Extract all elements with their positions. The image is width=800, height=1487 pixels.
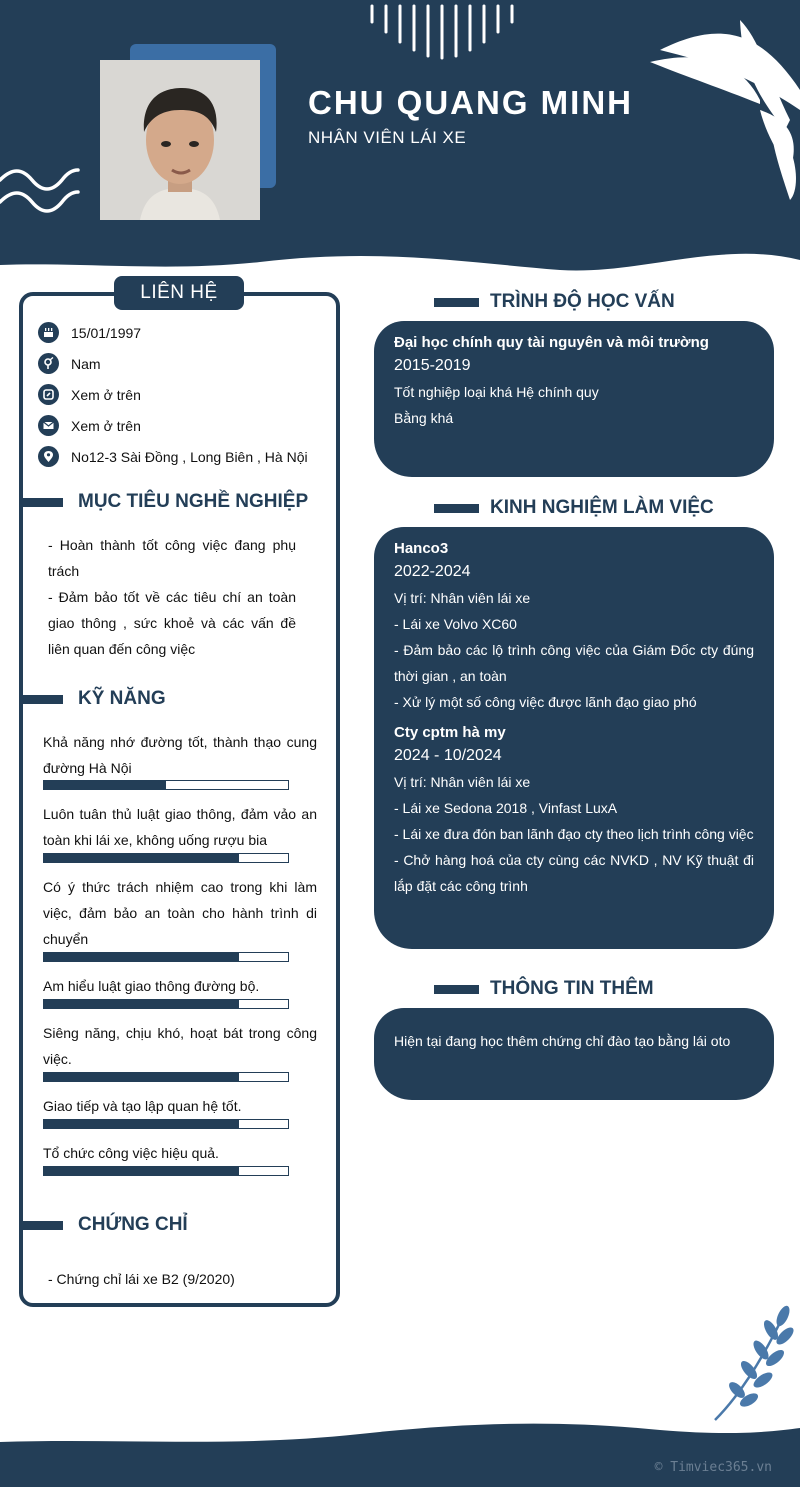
person-photo-icon bbox=[100, 60, 260, 220]
job-detail: - Chở hàng hoá của cty cùng các NVKD , NV Kỹ thuật đi lắp đặt các công trình bbox=[394, 852, 754, 894]
objective-line: - Hoàn thành tốt công việc đang phụ trách bbox=[48, 537, 296, 579]
heading-bar bbox=[21, 1221, 63, 1230]
education-period: 2015-2019 bbox=[394, 357, 471, 374]
job-detail: - Lái xe Sedona 2018 , Vinfast LuxA bbox=[394, 800, 618, 816]
job-detail: - Đảm bảo các lộ trình công việc của Giám Đốc cty đúng thời gian , an toàn bbox=[394, 642, 754, 684]
heading-bar bbox=[21, 498, 63, 507]
experience-heading-text: KINH NGHIỆM LÀM VIỆC bbox=[490, 497, 714, 518]
skill-level-bar bbox=[43, 1119, 289, 1129]
education-detail: Bằng khá bbox=[394, 410, 454, 426]
skills-heading-text: KỸ NĂNG bbox=[78, 688, 166, 709]
education-panel bbox=[374, 321, 774, 477]
skill-level-fill bbox=[44, 1000, 239, 1008]
more-info-text: Hiện tại đang học thêm chứng chỉ đào tạo bằng lái oto bbox=[394, 1033, 731, 1049]
certificates-heading bbox=[21, 1214, 188, 1236]
skill-level-bar bbox=[43, 780, 289, 790]
skill-item: Khả năng nhớ đường tốt, thành thạo cung đường Hà Nội bbox=[43, 734, 317, 776]
objective-heading-text: MỤC TIÊU NGHỀ NGHIỆP bbox=[78, 491, 309, 512]
contact-address bbox=[38, 446, 308, 467]
profile-photo bbox=[100, 60, 260, 220]
job-title: NHÂN VIÊN LÁI XE bbox=[308, 128, 467, 147]
skill-level-bar bbox=[43, 999, 289, 1009]
skill-level-fill bbox=[44, 1167, 239, 1175]
skill-item: Luôn tuân thủ luật giao thông, đảm vảo an toàn khi lái xe, không uống rượu bia bbox=[43, 806, 317, 848]
company-name: Cty cptm hà my bbox=[394, 724, 506, 741]
skill-level-bar bbox=[43, 1072, 289, 1082]
skill-level-bar bbox=[43, 1166, 289, 1176]
candidate-name: CHU QUANG MINH bbox=[308, 84, 633, 121]
contact-email bbox=[38, 415, 141, 436]
certificates-heading-text: CHỨNG CHỈ bbox=[78, 1214, 188, 1235]
mail-icon bbox=[38, 415, 59, 436]
objective-line: - Đảm bảo tốt về các tiêu chí an toàn giao thông , sức khoẻ và các vấn đề liên quan đến công việc bbox=[48, 589, 296, 657]
job-detail: - Lái xe đưa đón ban lãnh đạo cty theo lịch trình công việc bbox=[394, 826, 754, 842]
contact-gender-text: Nam bbox=[71, 355, 101, 372]
job-detail: - Lái xe Volvo XC60 bbox=[394, 616, 517, 632]
heading-bar bbox=[21, 695, 63, 704]
experience-heading bbox=[434, 497, 714, 519]
skill-item: Am hiểu luật giao thông đường bộ. bbox=[43, 978, 260, 994]
skill-level-fill bbox=[44, 781, 166, 789]
heading-bar bbox=[434, 504, 479, 513]
gender-icon bbox=[38, 353, 59, 374]
job-period: 2024 - 10/2024 bbox=[394, 747, 502, 764]
more-info-heading-text: THÔNG TIN THÊM bbox=[490, 978, 654, 999]
phone-icon bbox=[38, 384, 59, 405]
contact-phone-text: Xem ở trên bbox=[71, 386, 141, 403]
objective-text bbox=[48, 532, 296, 662]
skill-level-fill bbox=[44, 854, 239, 862]
education-heading bbox=[434, 291, 675, 313]
watermark: © Timviec365.vn bbox=[654, 1460, 772, 1475]
more-info-panel bbox=[374, 1008, 774, 1100]
more-info-heading bbox=[434, 978, 654, 1000]
skills-heading bbox=[21, 688, 166, 710]
experience-panel bbox=[374, 527, 774, 949]
skill-item: Siêng năng, chịu khó, hoạt bát trong công việc. bbox=[43, 1025, 317, 1067]
skill-level-bar bbox=[43, 952, 289, 962]
job-detail: Vị trí: Nhân viên lái xe bbox=[394, 590, 531, 606]
skill-level-bar bbox=[43, 853, 289, 863]
skill-level-fill bbox=[44, 1120, 239, 1128]
company-name: Hanco3 bbox=[394, 540, 449, 557]
contact-heading: LIÊN HỆ bbox=[114, 276, 244, 310]
location-icon bbox=[38, 446, 59, 467]
cake-icon bbox=[38, 322, 59, 343]
school-name: Đại học chính quy tài nguyên và môi trường bbox=[394, 334, 709, 351]
contact-birthday bbox=[38, 322, 141, 343]
education-heading-text: TRÌNH ĐỘ HỌC VẤN bbox=[490, 291, 675, 312]
skill-item: Giao tiếp và tạo lập quan hệ tốt. bbox=[43, 1098, 242, 1114]
education-detail: Tốt nghiệp loại khá Hệ chính quy bbox=[394, 384, 599, 400]
job-period: 2022-2024 bbox=[394, 563, 471, 580]
job-detail: Vị trí: Nhân viên lái xe bbox=[394, 774, 531, 790]
skill-level-fill bbox=[44, 953, 239, 961]
job-detail: - Xử lý một số công việc được lãnh đạo giao phó bbox=[394, 694, 697, 710]
certificate-item: - Chứng chỉ lái xe B2 (9/2020) bbox=[48, 1271, 235, 1287]
skill-level-fill bbox=[44, 1073, 239, 1081]
contact-email-text: Xem ở trên bbox=[71, 417, 141, 434]
contact-gender bbox=[38, 353, 101, 374]
contact-birthday-text: 15/01/1997 bbox=[71, 324, 142, 341]
objective-heading bbox=[21, 491, 308, 513]
heading-bar bbox=[434, 298, 479, 307]
contact-address-text: No12-3 Sài Đồng , Long Biên , Hà Nội bbox=[71, 448, 308, 465]
heading-bar bbox=[434, 985, 479, 994]
skill-item: Có ý thức trách nhiệm cao trong khi làm việc, đảm bảo an toàn cho hành trình di chuyển bbox=[43, 879, 317, 947]
skill-item: Tổ chức công việc hiệu quả. bbox=[43, 1145, 219, 1161]
contact-phone bbox=[38, 384, 141, 405]
